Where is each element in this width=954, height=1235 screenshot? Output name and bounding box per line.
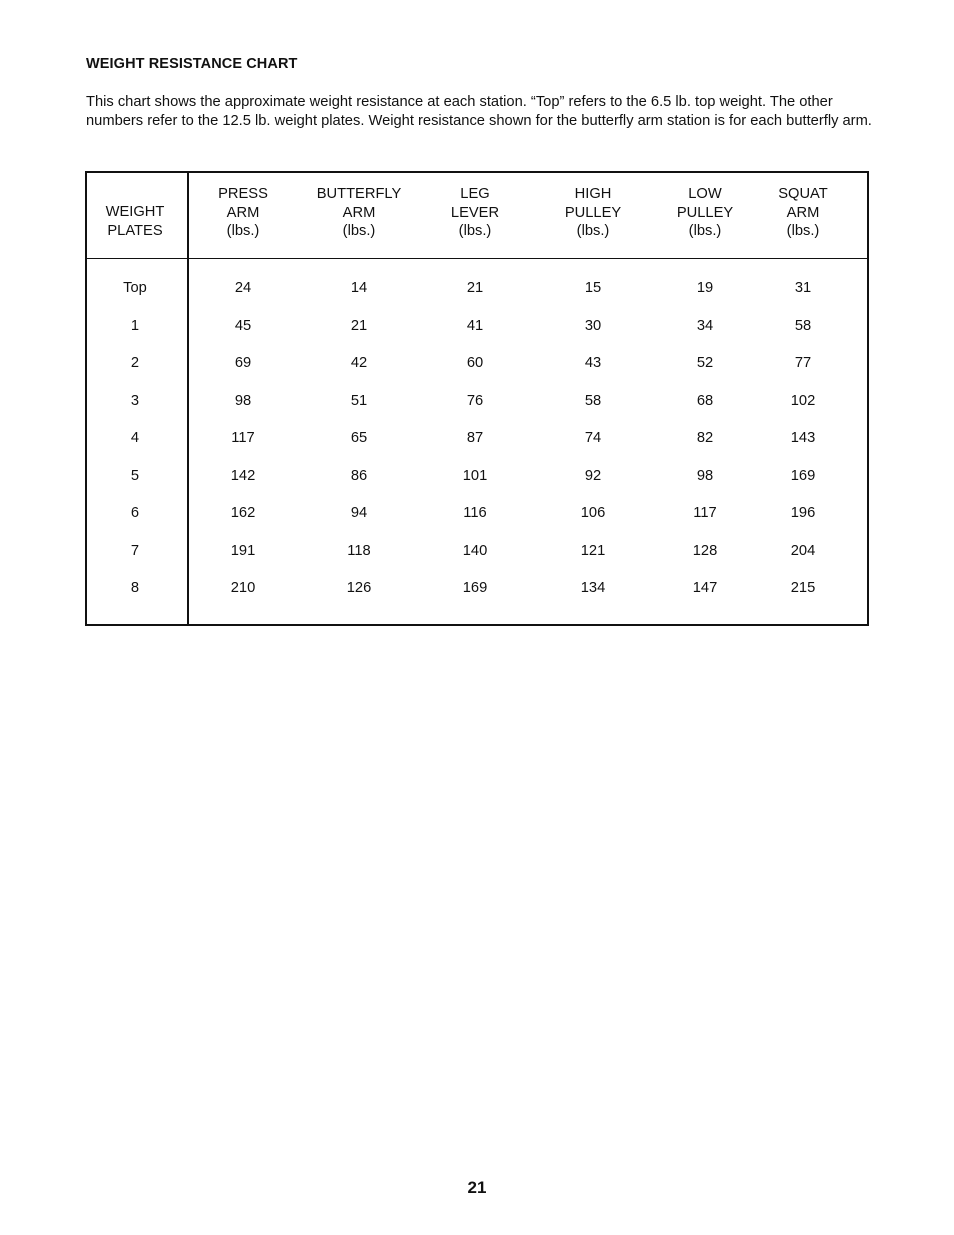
column-header <box>420 185 530 241</box>
column-header-line: ARM <box>226 204 260 221</box>
column-header-line: PLATES <box>107 222 163 239</box>
resistance-value-cell: 76 <box>466 392 484 409</box>
column-header-line: PRESS <box>218 186 268 202</box>
column-header-line: (lbs.) <box>688 223 722 240</box>
table-column <box>304 173 414 624</box>
weight-resistance-table <box>85 171 869 626</box>
resistance-value-cell: 30 <box>584 317 602 334</box>
resistance-value-cell: 34 <box>696 317 714 334</box>
column-header-line: (lbs.) <box>576 223 610 240</box>
column-header-line: PULLEY <box>564 204 622 221</box>
weight-plates-cell: 6 <box>130 505 140 521</box>
resistance-value-cell: 21 <box>466 280 484 296</box>
resistance-value-cell: 117 <box>231 430 255 446</box>
column-header-line: LEG <box>460 186 490 202</box>
resistance-value-cell: 116 <box>463 505 487 521</box>
column-header-line: SQUAT <box>778 186 828 202</box>
resistance-value-cell: 128 <box>692 542 718 559</box>
resistance-value-cell: 58 <box>794 317 812 334</box>
resistance-value-cell: 102 <box>790 392 816 409</box>
intro-paragraph: This chart shows the approximate weight resistance at each station. “Top” refers to the 6.5 lb. top weight. The other numbers refer to the 12.5 lb. weight plates. Weight resistance shown for the butterfly arm station is for each butterfly arm. <box>86 94 872 129</box>
resistance-value-cell: 31 <box>794 280 812 296</box>
table-column <box>420 173 530 624</box>
resistance-value-cell: 21 <box>350 317 368 334</box>
resistance-value-cell: 147 <box>692 580 718 596</box>
weight-plates-cell: 3 <box>130 392 140 409</box>
resistance-value-cell: 98 <box>234 392 252 409</box>
weight-plates-cell: Top <box>123 280 147 296</box>
weight-plates-cell: 8 <box>130 580 140 596</box>
resistance-value-cell: 41 <box>466 317 484 334</box>
resistance-value-cell: 126 <box>346 580 372 596</box>
resistance-value-cell: 87 <box>466 430 484 446</box>
column-header-line: LEVER <box>450 204 500 221</box>
weight-plates-cell: 1 <box>130 317 140 334</box>
resistance-value-cell: 42 <box>350 355 368 371</box>
resistance-value-cell: 118 <box>347 542 371 559</box>
resistance-value-cell: 60 <box>466 355 484 371</box>
resistance-value-cell: 98 <box>696 467 714 484</box>
resistance-value-cell: 45 <box>234 317 252 334</box>
resistance-value-cell: 82 <box>696 430 714 446</box>
table-column <box>650 173 760 624</box>
column-header <box>650 185 760 241</box>
resistance-value-cell: 210 <box>230 580 256 596</box>
column-header <box>538 185 648 241</box>
resistance-value-cell: 140 <box>462 542 488 559</box>
resistance-value-cell: 65 <box>350 430 368 446</box>
weight-plates-cell: 2 <box>130 355 140 371</box>
weight-plates-cell: 7 <box>130 542 140 559</box>
resistance-value-cell: 74 <box>584 430 602 446</box>
resistance-value-cell: 19 <box>696 280 714 296</box>
resistance-value-cell: 196 <box>790 505 816 521</box>
resistance-value-cell: 101 <box>462 467 488 484</box>
resistance-value-cell: 15 <box>584 280 602 296</box>
table-column <box>748 173 858 624</box>
resistance-value-cell: 191 <box>230 542 256 559</box>
resistance-value-cell: 43 <box>584 355 602 371</box>
resistance-value-cell: 121 <box>580 542 606 559</box>
column-header-line: BUTTERFLY <box>316 186 402 202</box>
resistance-value-cell: 51 <box>350 392 368 409</box>
resistance-value-cell: 106 <box>580 505 606 521</box>
table-column <box>188 173 298 624</box>
column-header <box>80 203 190 240</box>
resistance-value-cell: 134 <box>580 580 606 596</box>
column-header-line: (lbs.) <box>458 223 492 240</box>
section-heading: WEIGHT RESISTANCE CHART <box>86 56 298 72</box>
page-number: 21 <box>467 1178 487 1197</box>
column-header-line: ARM <box>786 204 820 221</box>
resistance-value-cell: 162 <box>230 505 256 521</box>
resistance-value-cell: 77 <box>794 355 812 371</box>
column-header-line: LOW <box>688 186 722 202</box>
table-column <box>538 173 648 624</box>
column-header <box>188 185 298 241</box>
resistance-value-cell: 143 <box>790 430 816 446</box>
table-column <box>80 173 190 624</box>
resistance-value-cell: 58 <box>584 392 602 409</box>
resistance-value-cell: 215 <box>790 580 816 596</box>
column-header-line: WEIGHT <box>105 204 165 220</box>
resistance-value-cell: 14 <box>350 280 368 296</box>
resistance-value-cell: 52 <box>696 355 714 371</box>
resistance-value-cell: 169 <box>790 467 816 484</box>
column-header-line: (lbs.) <box>786 223 820 240</box>
column-header <box>748 185 858 241</box>
column-header-line: (lbs.) <box>342 223 376 240</box>
column-header-line: PULLEY <box>676 204 734 221</box>
resistance-value-cell: 117 <box>693 505 717 521</box>
weight-plates-cell: 4 <box>130 430 140 446</box>
weight-plates-cell: 5 <box>130 467 140 484</box>
column-header <box>304 185 414 241</box>
resistance-value-cell: 68 <box>696 392 714 409</box>
column-header-line: HIGH <box>574 186 612 202</box>
resistance-value-cell: 142 <box>230 467 256 484</box>
column-header-line: ARM <box>342 204 376 221</box>
resistance-value-cell: 92 <box>584 467 602 484</box>
resistance-value-cell: 169 <box>462 580 488 596</box>
resistance-value-cell: 69 <box>234 355 252 371</box>
resistance-value-cell: 86 <box>350 467 368 484</box>
resistance-value-cell: 204 <box>790 542 816 559</box>
resistance-value-cell: 94 <box>350 505 368 521</box>
resistance-value-cell: 24 <box>234 280 252 296</box>
column-header-line: (lbs.) <box>226 223 260 240</box>
